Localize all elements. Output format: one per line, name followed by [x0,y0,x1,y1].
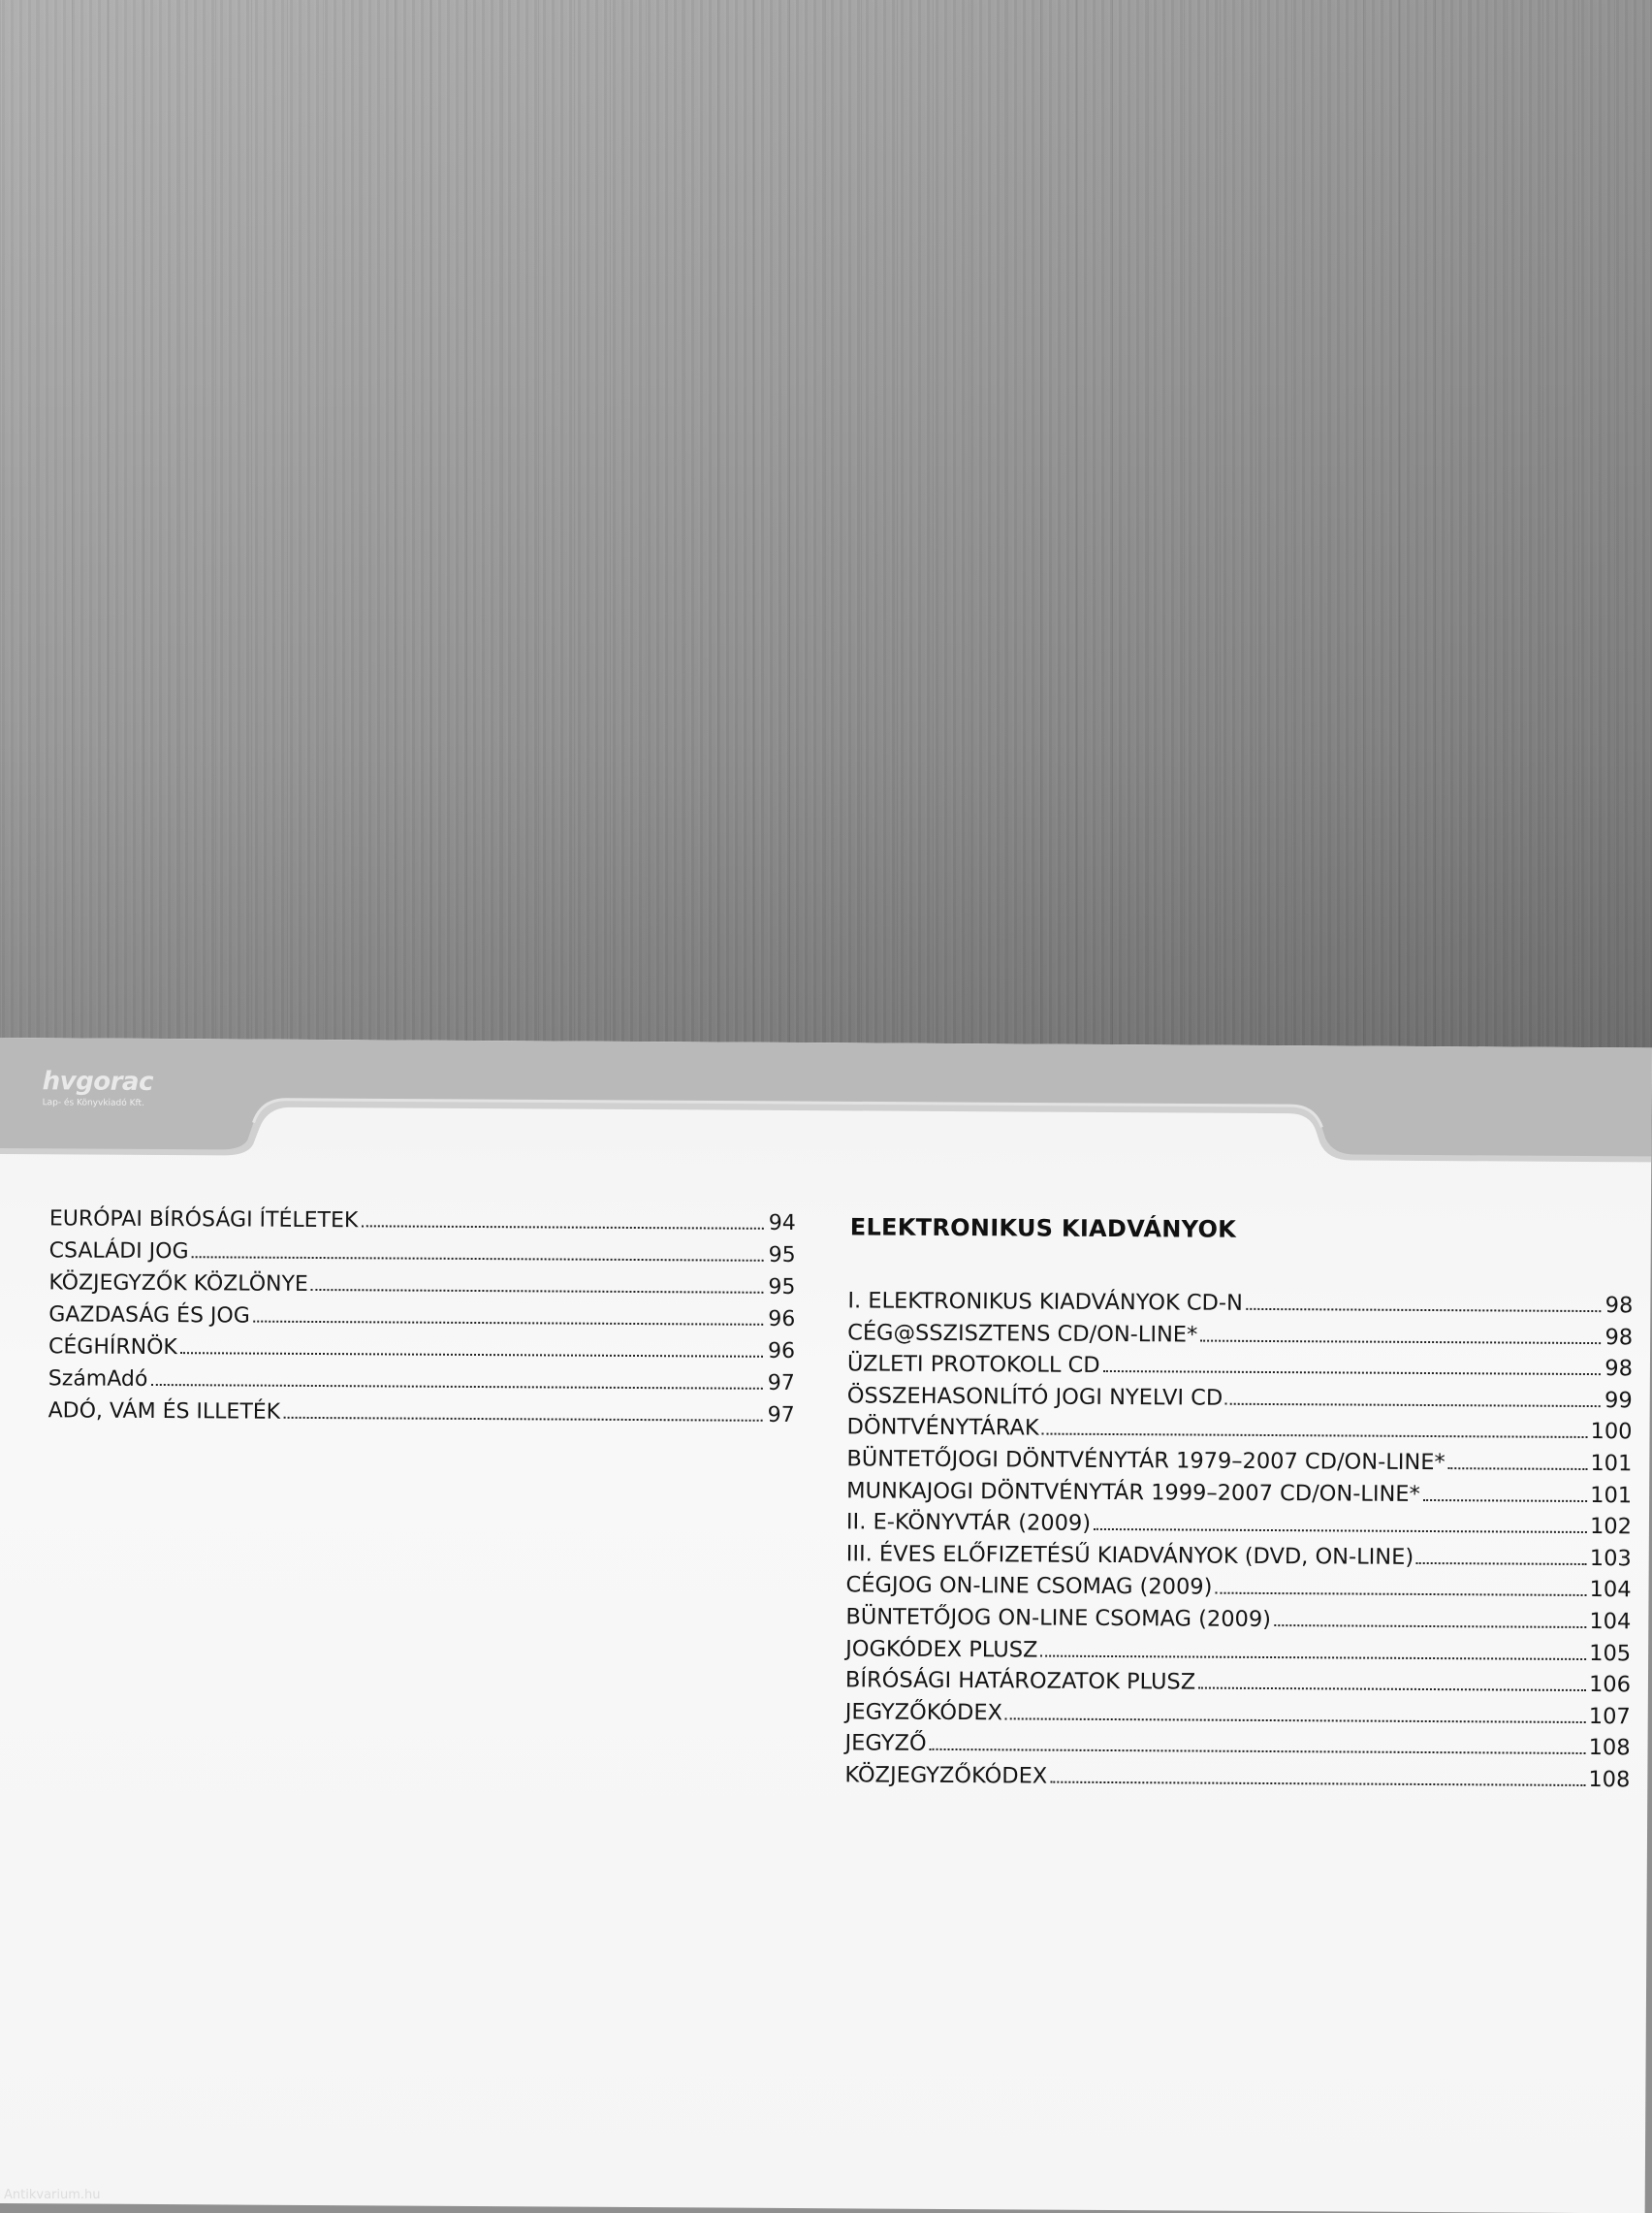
toc-dot-leader [253,1321,763,1326]
toc-entry-page: 97 [767,1402,795,1428]
toc-dot-leader [1448,1467,1588,1470]
toc-entry-title: MUNKAJOGI DÖNTVÉNYTÁR 1999–2007 CD/ON-LINE* [846,1477,1420,1507]
toc-dot-leader [1042,1433,1588,1438]
toc-dot-leader [1005,1717,1586,1723]
publisher-logo-subtitle: Lap- és Könyvkiadó Kft. [42,1098,144,1108]
publisher-logo-name: hvgorac [42,1067,154,1097]
toc-entry-title: III. ÉVES ELŐFIZETÉSŰ KIADVÁNYOK (DVD, ON-LINE) [845,1541,1414,1570]
toc-entry [49,1235,796,1271]
toc-entry [846,1538,1632,1575]
toc-entry-page: 98 [1604,1293,1634,1319]
toc-entry-page: 108 [1588,1766,1631,1793]
toc-dot-leader [1050,1781,1585,1786]
toc-entry-page: 98 [1604,1324,1634,1350]
header-tab-shape [0,1038,1652,1171]
toc-entry-title: CÉG@SSZISZTENS CD/ON-LINE* [847,1319,1198,1348]
toc-entry-title: CÉGHÍRNÖK [48,1334,177,1361]
toc-entry-title: JOGKÓDEX PLUSZ [845,1635,1038,1663]
toc-dot-leader [191,1256,763,1262]
section-heading: ELEKTRONIKUS KIADVÁNYOK [849,1213,1237,1243]
toc-entry-page: 96 [768,1306,796,1332]
toc-entry-title: I. ELEKTRONIKUS KIADVÁNYOK CD-N [847,1288,1243,1316]
toc-entry-title: II. E-KÖNYVTÁR (2009) [845,1509,1092,1537]
toc-entry-title: BÜNTETŐJOGI DÖNTVÉNYTÁR 1979–2007 CD/ON-LINE* [846,1446,1446,1476]
toc-entry [847,1380,1633,1417]
toc-entry-title: CÉGJOG ON-LINE CSOMAG (2009) [845,1572,1213,1600]
toc-dot-leader [1200,1339,1601,1344]
toc-entry-page: 95 [768,1274,796,1300]
toc-dot-leader [1040,1654,1586,1659]
toc-entry-page: 100 [1590,1419,1633,1445]
page-header-band [0,1038,1652,1171]
toc-entry-title: KÖZJEGYZŐKÓDEX [844,1762,1048,1789]
toc-entry-title: JEGYZŐ [844,1730,927,1757]
toc-entry [48,1299,795,1335]
toc-entry [48,1267,795,1303]
toc-entry-page: 96 [767,1338,796,1364]
toc-dot-leader [1246,1308,1601,1312]
toc-entry [845,1601,1631,1638]
toc-entry-page: 107 [1588,1703,1631,1730]
toc-entry-title: EURÓPAI BÍRÓSÁGI ÍTÉLETEK [48,1206,359,1234]
publisher-logo [43,1067,237,1108]
toc-entry [844,1728,1630,1765]
toc-right-column [844,1207,1634,1795]
toc-entry [846,1475,1632,1512]
source-watermark: Antikvarium.hu [4,2188,101,2202]
toc-dot-leader [1416,1562,1587,1565]
toc-entry-page: 108 [1588,1735,1631,1761]
toc-entry-title: ÜZLETI PROTOKOLL CD [846,1351,1100,1379]
toc-entry-page: 95 [768,1242,796,1268]
toc-dot-leader [1094,1528,1587,1533]
toc-entry-title: BÍRÓSÁGI HATÁROZATOK PLUSZ [844,1667,1196,1695]
toc-entry-title: GAZDASÁG ÉS JOG [48,1302,250,1329]
toc-left-column [48,1203,796,1431]
toc-entry-title: BÜNTETŐJOG ON-LINE CSOMAG (2009) [845,1604,1272,1632]
toc-entry-page: 102 [1589,1514,1633,1540]
toc-entry [846,1506,1632,1543]
toc-entry [845,1664,1631,1701]
book-page [0,1038,1652,2213]
toc-entry [49,1203,796,1239]
toc-entry [847,1349,1633,1386]
toc-entry-title: ADÓ, VÁM ÉS ILLETÉK [48,1398,281,1425]
toc-entry-title: ÖSSZEHASONLÍTÓ JOGI NYELVI CD [846,1383,1223,1411]
toc-entry [844,1759,1630,1796]
toc-entry-page: 105 [1589,1640,1632,1666]
toc-dot-leader [311,1289,764,1294]
toc-dot-leader [1274,1624,1586,1628]
toc-dot-leader [930,1748,1586,1754]
toc-dot-leader [150,1384,762,1390]
toc-entry-title: CSALÁDI JOG [48,1238,189,1265]
toc-dot-leader [1215,1592,1586,1596]
wooden-surface-background [0,0,1652,1057]
toc-dot-leader [180,1352,763,1358]
toc-entry [847,1285,1633,1322]
toc-entry-page: 101 [1590,1482,1633,1508]
toc-entry-page: 103 [1589,1545,1632,1572]
toc-entry-title: SzámAdó [48,1366,148,1392]
toc-entry-page: 98 [1604,1356,1634,1382]
toc-entry-page: 99 [1604,1387,1633,1414]
toc-dot-leader [1103,1370,1601,1375]
toc-entry [845,1633,1631,1670]
toc-entry-title: DÖNTVÉNYTÁRAK [846,1414,1039,1441]
toc-entry-page: 104 [1589,1608,1632,1635]
toc-dot-leader [283,1417,763,1422]
toc-entry [48,1363,795,1399]
toc-entry-page: 97 [767,1370,795,1396]
toc-entry [847,1317,1633,1354]
toc-entry [48,1331,795,1367]
toc-entry [48,1395,795,1431]
toc-dot-leader [1423,1499,1587,1502]
toc-entry-title: KÖZJEGYZŐK KÖZLÖNYE [48,1270,308,1297]
toc-entry [845,1570,1631,1607]
toc-dot-leader [1225,1403,1601,1407]
toc-entry [845,1696,1631,1733]
toc-entry-page: 106 [1588,1672,1632,1698]
toc-entry-title: JEGYZŐKÓDEX [844,1699,1003,1726]
toc-entry [846,1412,1632,1449]
toc-entry-page: 104 [1589,1577,1632,1603]
toc-dot-leader [1198,1687,1586,1691]
toc-entry-page: 101 [1590,1450,1633,1477]
toc-entry-page: 94 [768,1210,796,1236]
toc-dot-leader [361,1225,764,1230]
toc-entry [846,1443,1632,1480]
